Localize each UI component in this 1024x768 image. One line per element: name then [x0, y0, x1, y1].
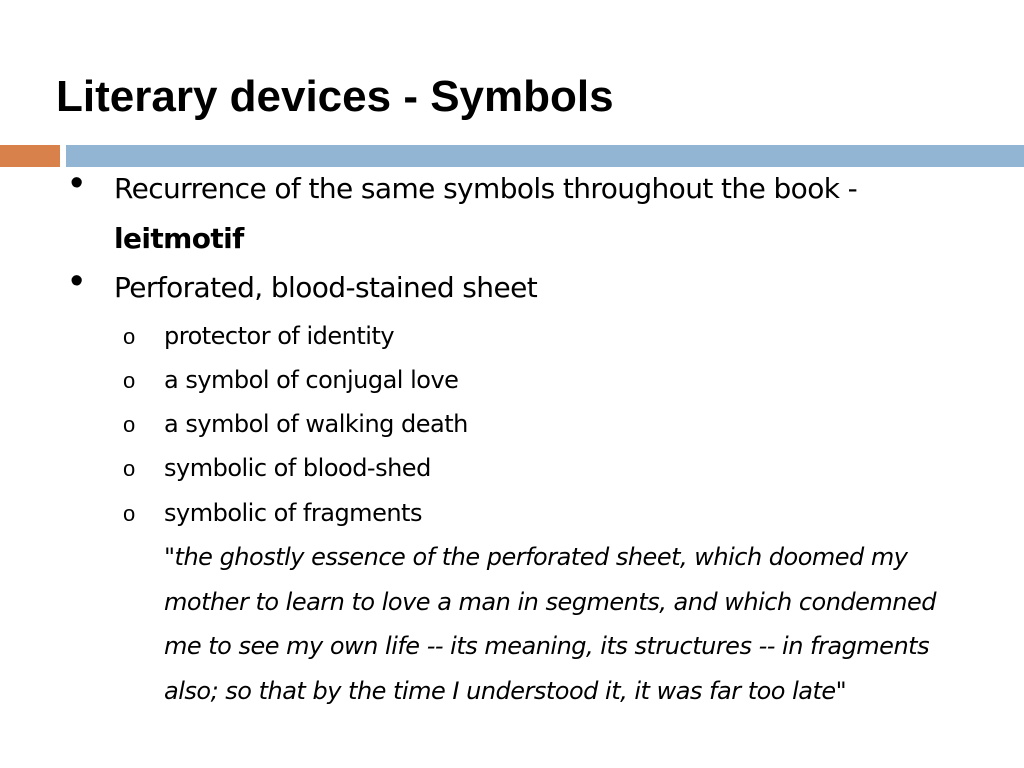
sub-item: protector of identity [164, 322, 395, 350]
sub-bullet-marker: o [123, 501, 136, 526]
quote-open-mark: " [164, 543, 175, 571]
sub-item: a symbol of walking death [164, 410, 468, 438]
sub-bullet-marker: o [123, 456, 136, 481]
quote-block [164, 535, 964, 713]
bullet-dot: • [70, 260, 84, 302]
bullet-text: Recurrence of the same symbols throughout the book - [114, 172, 858, 205]
bullet-dot: • [70, 162, 84, 204]
sub-item: symbolic of fragments [164, 499, 422, 527]
sub-item: a symbol of conjugal love [164, 366, 459, 394]
sub-bullet-marker: o [123, 324, 136, 349]
sub-bullet-marker: o [123, 368, 136, 393]
sub-item: symbolic of blood-shed [164, 454, 431, 482]
bullet-item-leitmotif [114, 164, 914, 264]
bullet-item-sheet: Perforated, blood-stained sheet [114, 271, 538, 304]
slide-title: Literary devices - Symbols [56, 72, 614, 121]
sub-bullet-marker: o [123, 412, 136, 437]
quote-close-mark: " [835, 676, 847, 705]
bullet-bold-term: leitmotif [114, 222, 244, 255]
quote-text: the ghostly essence of the perforated sheet, which doomed my mother to learn to love a man in segments, and which condemned me to see my own life -- its meaning, its structures -- in fragments also; so that by the time I understood it, it was far too late [164, 543, 936, 705]
